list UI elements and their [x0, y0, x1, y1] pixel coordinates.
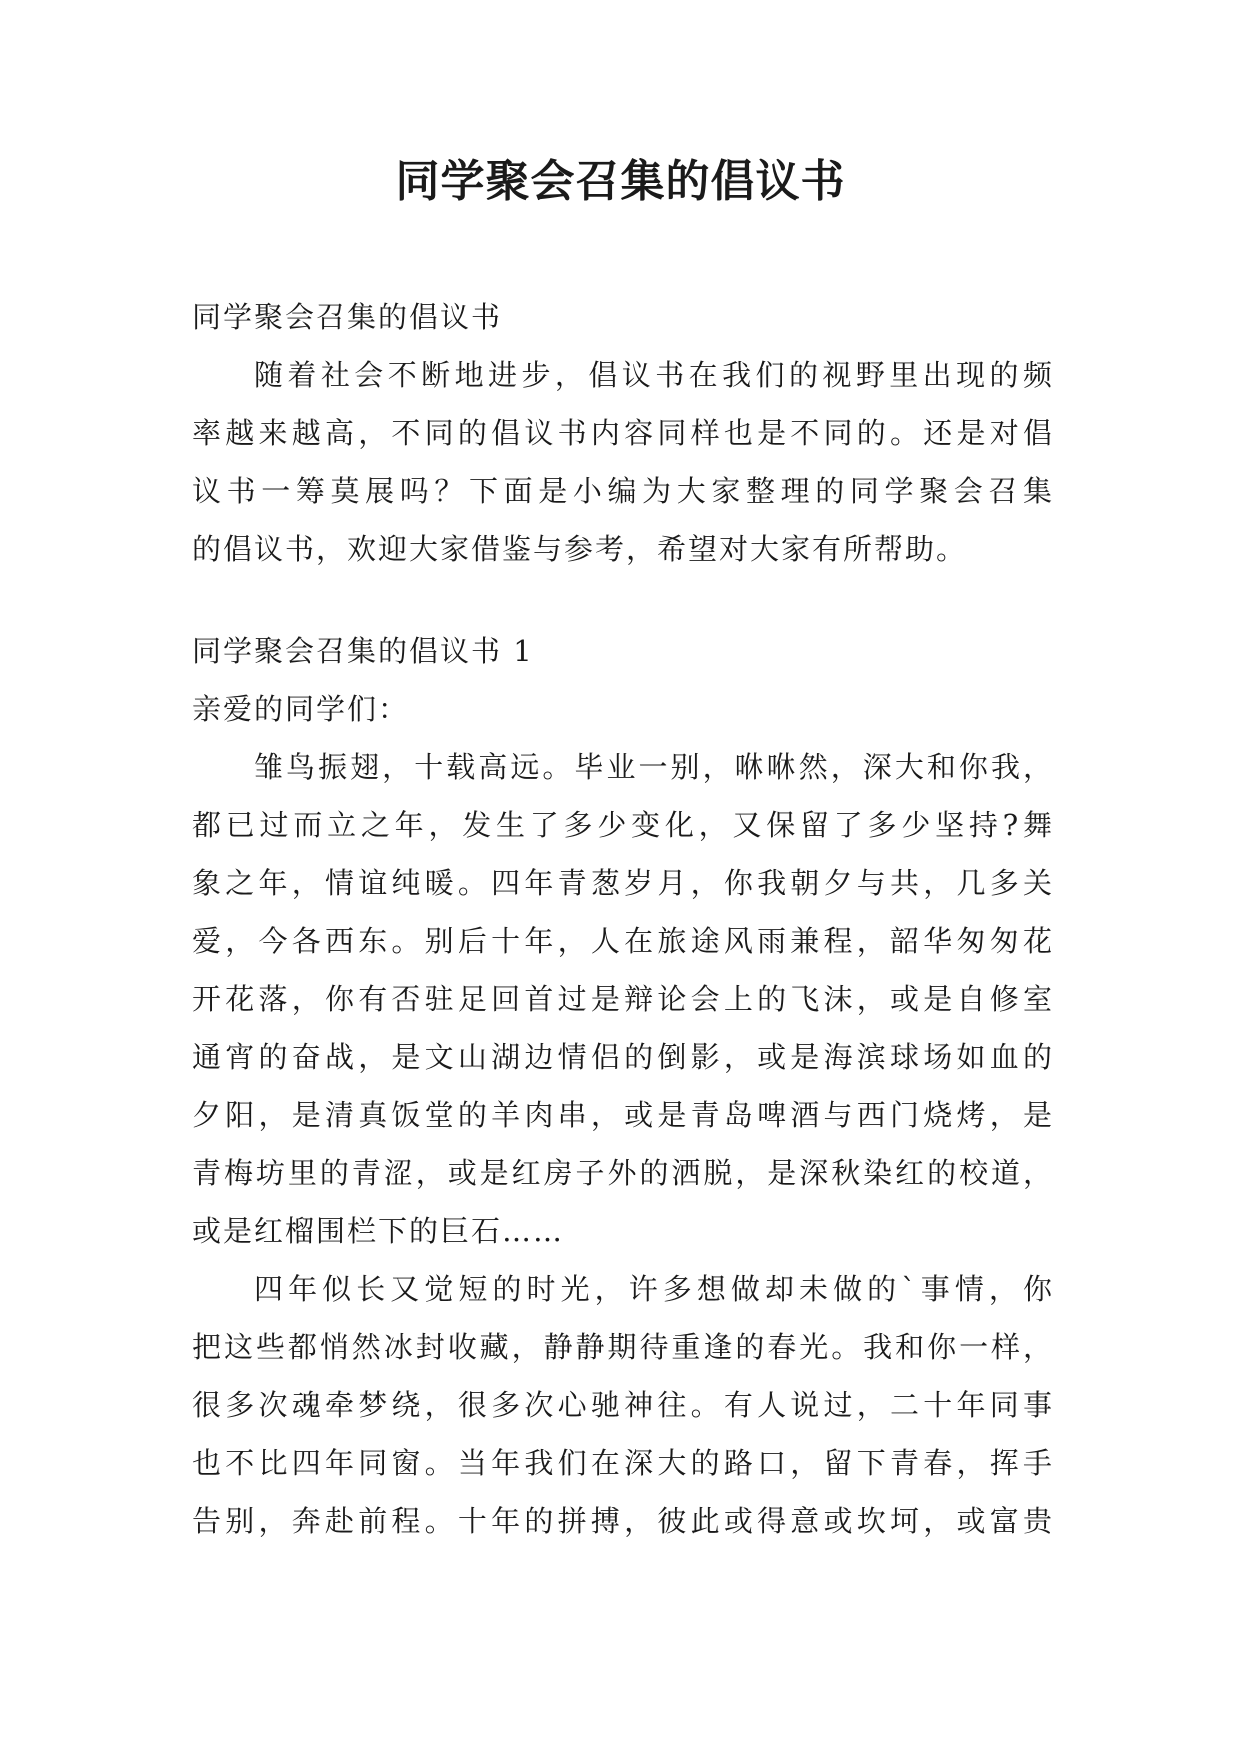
paragraph-line: 或是红榴围栏下的巨石……: [192, 1214, 565, 1248]
paragraph-line: 夕阳，是清真饭堂的羊肉串，或是青岛啤酒与西门烧烤，是: [192, 1098, 1054, 1132]
paragraph-2: [192, 1260, 1054, 1550]
paragraph-line: 的倡议书，欢迎大家借鉴与参考，希望对大家有所帮助。: [192, 532, 968, 566]
paragraph-line: 告别，奔赴前程。十年的拼搏，彼此或得意或坎坷，或富贵: [192, 1504, 1054, 1538]
section-spacer: [192, 578, 1054, 622]
paragraph-line: 都已过而立之年，发生了多少变化，又保留了多少坚持?舞: [192, 808, 1054, 842]
paragraph-line: 通宵的奋战，是文山湖边情侣的倒影，或是海滨球场如血的: [192, 1040, 1054, 1074]
paragraph-line: 率越来越高，不同的倡议书内容同样也是不同的。还是对倡: [192, 416, 1054, 450]
paragraph-line: 议书一筹莫展吗？下面是小编为大家整理的同学聚会召集: [192, 474, 1054, 508]
paragraph-line: 爱，今各西东。别后十年，人在旅途风雨兼程，韶华匆匆花: [192, 924, 1054, 958]
paragraph-line: 也不比四年同窗。当年我们在深大的路口，留下青春，挥手: [192, 1446, 1054, 1480]
intro-heading: 同学聚会召集的倡议书: [192, 300, 503, 334]
paragraph-1: [192, 738, 1054, 1260]
paragraph-line: 象之年，情谊纯暖。四年青葱岁月，你我朝夕与共，几多关: [192, 866, 1054, 900]
paragraph-line: 开花落，你有否驻足回首过是辩论会上的飞沫，或是自修室: [192, 982, 1054, 1016]
document-body: [192, 288, 1054, 1550]
paragraph-line: 四年似长又觉短的时光，许多想做却未做的`事情，你: [254, 1272, 1054, 1306]
paragraph-line: 随着社会不断地进步，倡议书在我们的视野里出现的频: [254, 358, 1054, 392]
section-heading: 同学聚会召集的倡议书 1: [192, 634, 534, 668]
document-title: 同学聚会召集的倡议书: [395, 156, 846, 207]
paragraph-line: 把这些都悄然冰封收藏，静静期待重逢的春光。我和你一样，: [192, 1330, 1054, 1364]
paragraph-line: 青梅坊里的青涩，或是红房子外的洒脱，是深秋染红的校道，: [192, 1156, 1054, 1190]
salutation: 亲爱的同学们：: [192, 692, 410, 726]
intro-paragraph: [192, 346, 1054, 578]
paragraph-line: 很多次魂牵梦绕，很多次心驰神往。有人说过，二十年同事: [192, 1388, 1054, 1422]
paragraph-line: 雏鸟振翅，十载高远。毕业一别，咻咻然，深大和你我，: [254, 750, 1054, 784]
